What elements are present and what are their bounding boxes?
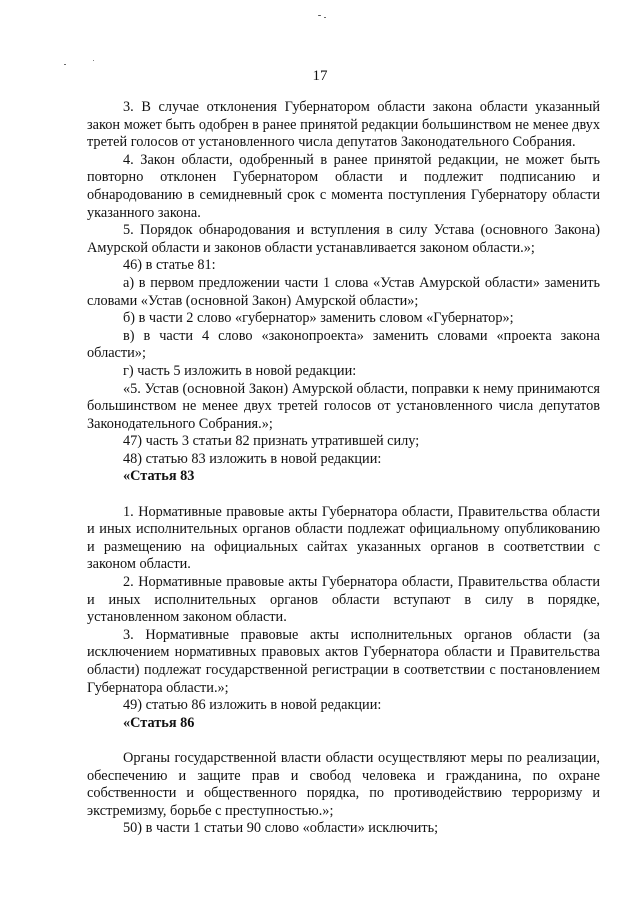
scan-speck [324, 17, 326, 18]
article-heading: «Статья 86 [123, 714, 195, 731]
paragraph: 3. В случае отклонения Губернатором области закона области указанный закон может быть одобрен в ранее принятой редакции большинством не менее двух третей голосов от установленного числа депутатов Законодательного Собрания. [87, 99, 600, 151]
paragraph: г) часть 5 изложить в новой редакции: [123, 362, 357, 379]
scan-speck [318, 15, 321, 16]
paragraph: 4. Закон области, одобренный в ранее принятой редакции, не может быть повторно отклонен Губернатором области и подлежит подписанию и обнародованию в семидневный срок с момента поступления Губернатору области указанного закона. [87, 151, 600, 221]
page-number: 17 [312, 68, 328, 84]
document-body [87, 99, 600, 838]
paragraph: 49) статью 86 изложить в новой редакции: [123, 697, 382, 714]
paragraph: 1. Нормативные правовые акты Губернатора области, Правительства области и иных исполнительных органов области подлежат официальному опубликованию и размещению на официальных сайтах указанных органов в соответствии с законом области. [87, 503, 600, 573]
paragraph: 48) статью 83 изложить в новой редакции: [123, 450, 382, 467]
paragraph: 47) часть 3 статьи 82 признать утратившей силу; [123, 433, 420, 450]
paragraph: 2. Нормативные правовые акты Губернатора области, Правительства области и иных исполнительных органов области вступают в силу в порядке, установленном законом области. [87, 574, 600, 626]
scan-speck [64, 64, 66, 65]
paragraph: 3. Нормативные правовые акты исполнительных органов области (за исключением нормативных правовых актов Губернатора области и Правительства области) подлежат государственной регистрации в соответствии с постановлением Губернатора области.»; [87, 626, 600, 696]
paragraph: 50) в части 1 статьи 90 слово «области» исключить; [123, 820, 439, 837]
article-heading: «Статья 83 [123, 468, 195, 485]
paragraph: 5. Порядок обнародования и вступления в силу Устава (основного Закона) Амурской области и законов области устанавливается законом области.»; [87, 222, 600, 256]
paragraph: а) в первом предложении части 1 слова «Устав Амурской области» заменить словами «Устав (основной Закон) Амурской области»; [87, 274, 600, 309]
paragraph: «5. Устав (основной Закон) Амурской области, поправки к нему принимаются большинством не менее двух третей голосов от установленного числа депутатов Законодательного Собрания.»; [87, 380, 600, 432]
paragraph: Органы государственной власти области осуществляют меры по реализации, обеспечению и защите прав и свобод человека и гражданина, по охране собственности и общественного порядка, по противодействию терроризму и экстремизму, борьбе с преступностью.»; [87, 749, 600, 819]
paragraph: 46) в статье 81: [123, 257, 216, 274]
scan-speck [93, 60, 94, 61]
paragraph: в) в части 4 слово «законопроекта» заменить словами «проекта закона области»; [87, 327, 600, 362]
paragraph: б) в части 2 слово «губернатор» заменить словом «Губернатор»; [123, 310, 514, 327]
